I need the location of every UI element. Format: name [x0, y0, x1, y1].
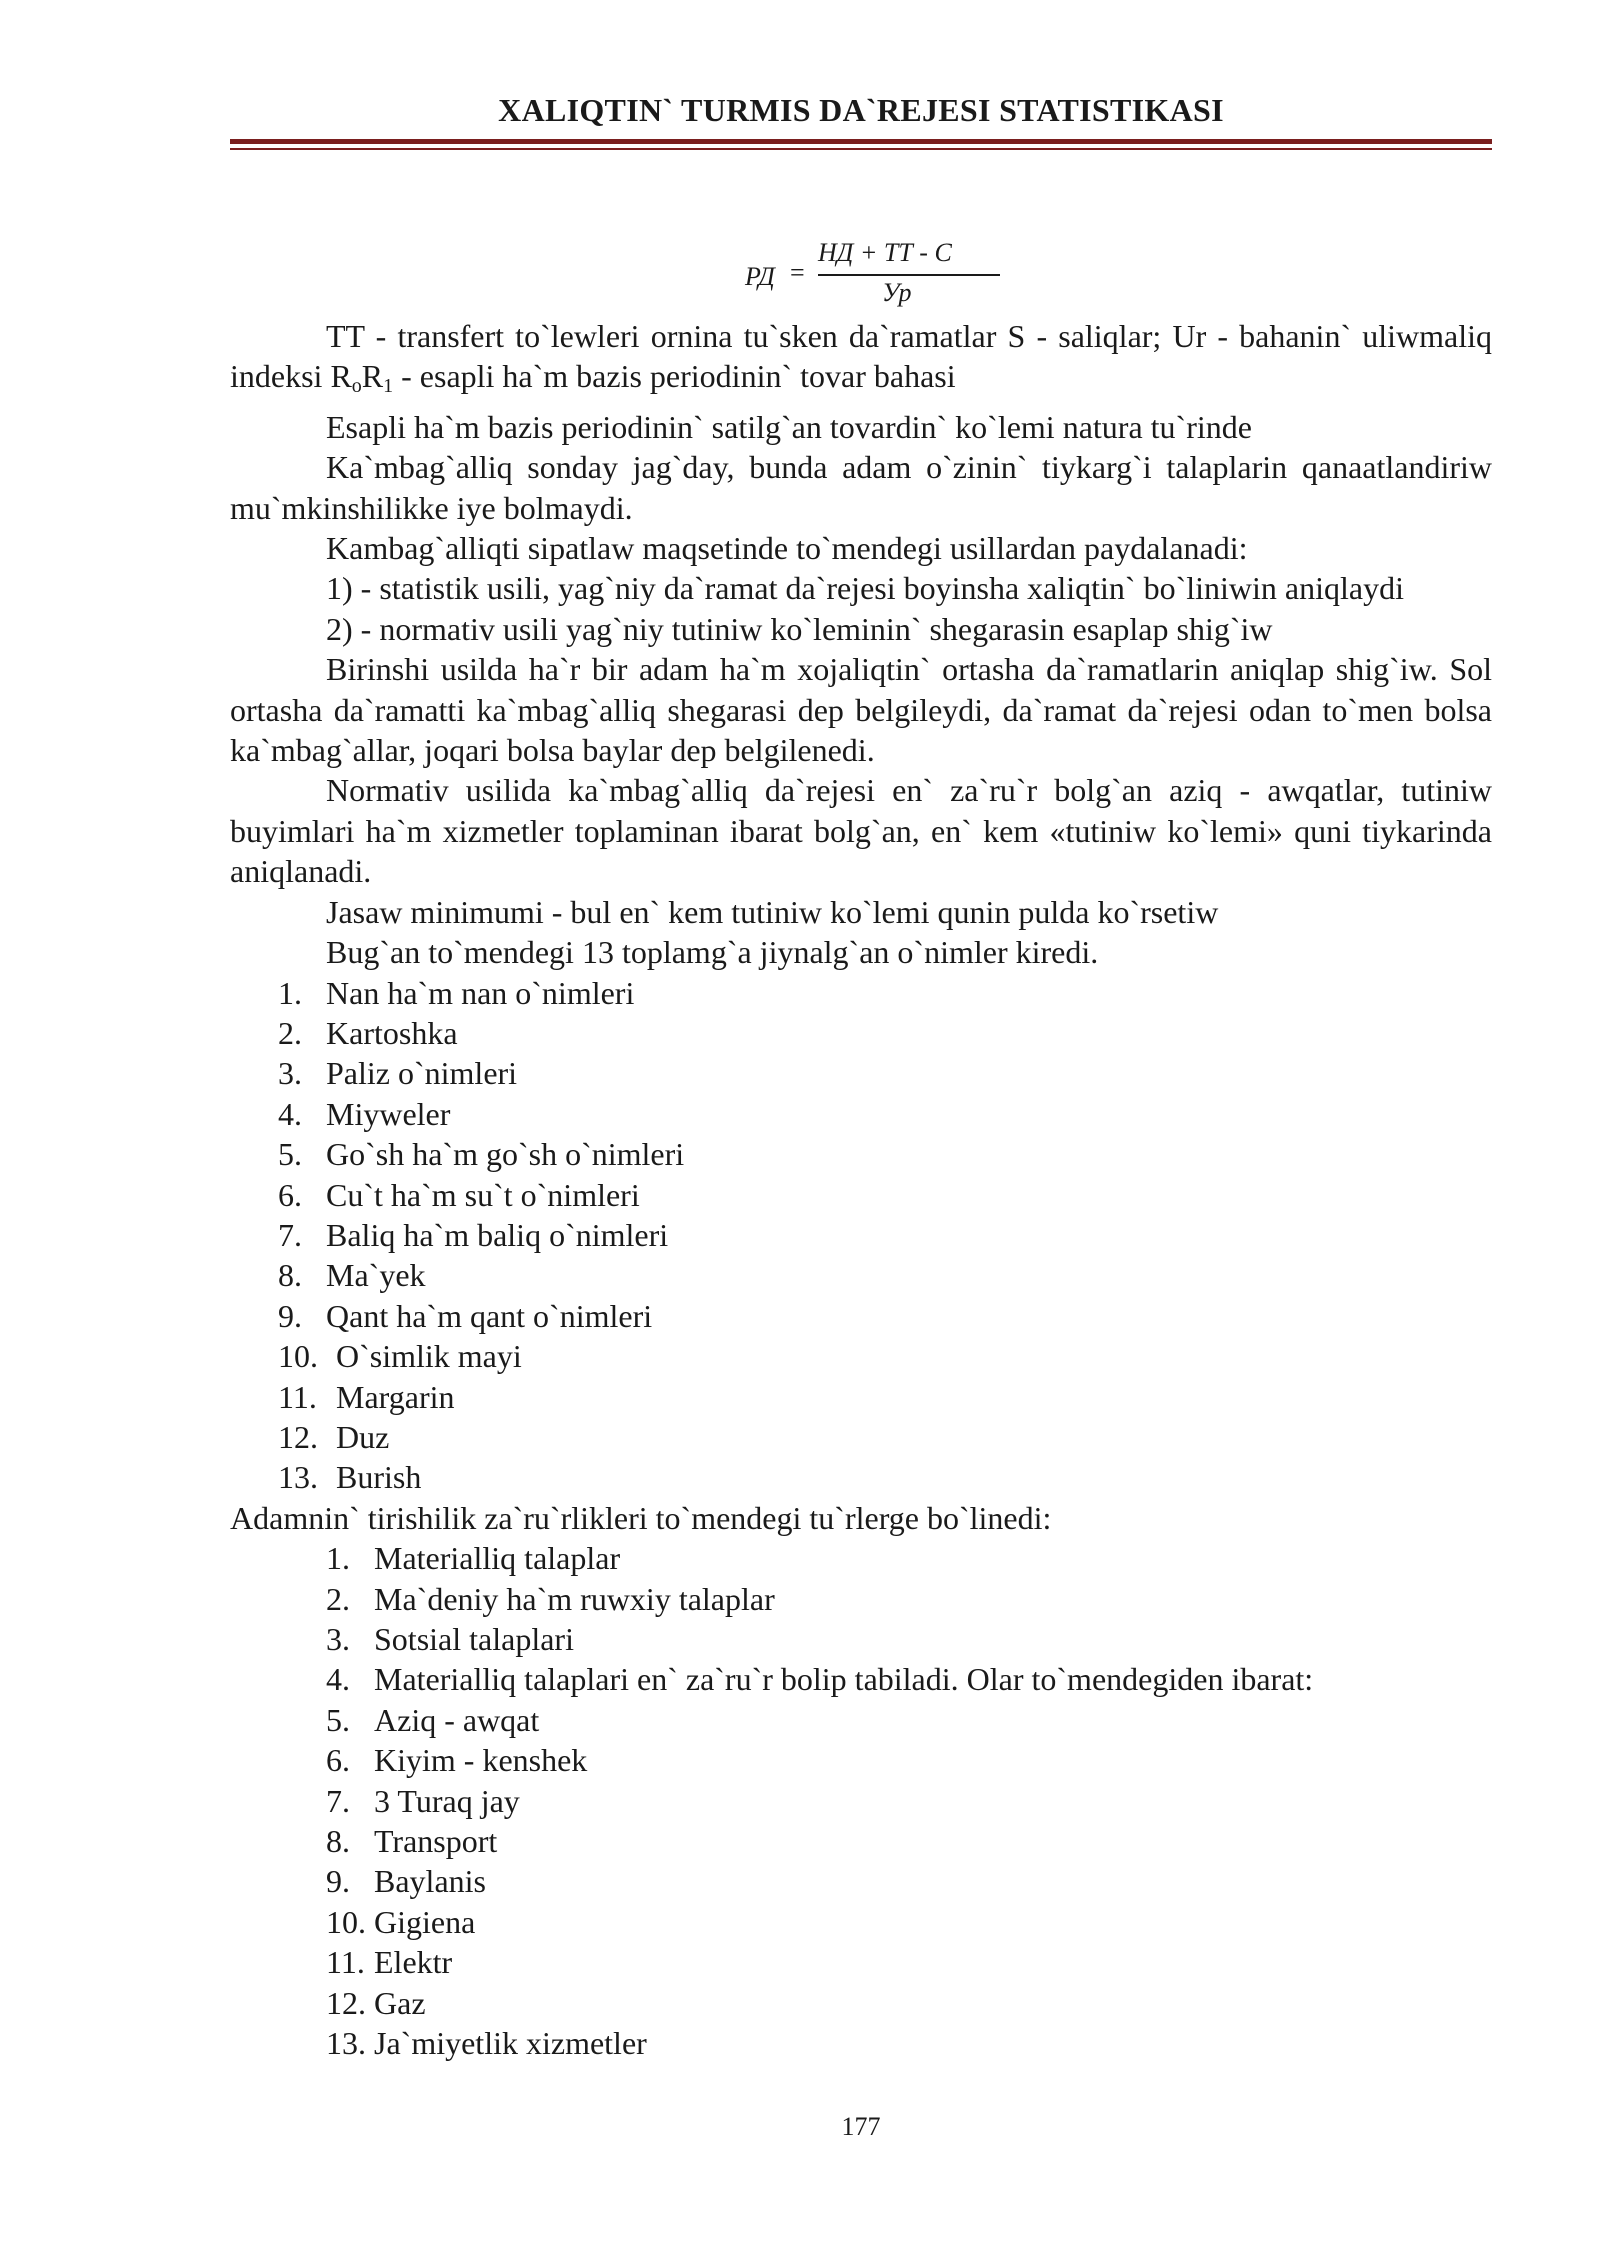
list-item-text: Gaz	[374, 1984, 426, 2021]
list-item	[230, 1336, 1492, 1376]
list-item-text: Go`sh ha`m go`sh o`nimleri	[326, 1136, 685, 1173]
paragraph-poverty-definition: Ka`mbag`alliq sonday jag`day, bunda adam o`zinin` tiykarg`i talaplarin qanaatlandiriw mu`mkinshilikke iye bolmaydi.	[230, 449, 1492, 526]
paragraph-volume: Esapli ha`m bazis periodinin` satilg`an tovardin` ko`lemi natura tu`rinde	[326, 408, 1252, 445]
list-item-number: 6.	[278, 1176, 302, 1213]
list-item-text: Kiyim - kenshek	[374, 1742, 588, 1779]
list-item-number: 10.	[326, 1903, 366, 1940]
list-item	[230, 1134, 1492, 1174]
list-item	[230, 1417, 1492, 1457]
list-item-number: 7.	[326, 1782, 350, 1819]
paragraph-methods-intro: Kambag`alliqti sipatlaw maqsetinde to`mendegi usillardan paydalanadi:	[326, 530, 1248, 567]
header-rule-thin	[230, 148, 1492, 150]
paragraph-method-statistical: 1) - statistik usili, yag`niy da`ramat da`rejesi boyinsha xaliqtin` bo`liniwin aniqlaydi	[326, 570, 1404, 607]
list-item	[230, 1175, 1492, 1215]
formula-denominator: Ур	[882, 278, 912, 307]
page-number: 177	[841, 2112, 881, 2141]
list-item-number: 9.	[278, 1297, 302, 1334]
list-item-text: Sotsial talaplari	[374, 1621, 574, 1657]
page-header-title: XALIQTIN` TURMIS DA`REJESI STATISTIKASI	[498, 92, 1224, 128]
list-item	[230, 1942, 1492, 1982]
list-item-number: 9.	[326, 1863, 350, 1900]
list-item-number: 7.	[278, 1216, 302, 1253]
list-item-number: 10.	[278, 1338, 318, 1375]
list-item	[230, 1094, 1492, 1134]
list-item	[230, 1821, 1492, 1861]
list-item-text: Materialliq talaplari en` za`ru`r bolip tabiladi. Olar to`mendegiden ibarat:	[374, 1661, 1314, 1698]
list-item	[230, 1740, 1492, 1780]
list-item-text: Kartoshka	[326, 1014, 458, 1051]
list-item	[230, 1902, 1492, 1942]
list-item-text: Burish	[336, 1459, 422, 1496]
paragraph-first-method: Birinshi usilda ha`r bir adam ha`m xojaliqtin` ortasha da`ramatlarin aniqlap shig`iw. Sol ortasha da`ramatti ka`mbag`alliq shegarasi dep belgileydi, da`ramat da`rejesi odan to`men bolsa ka`mbag`allar, joqari bolsa baylar dep belgilenedi.	[230, 651, 1492, 769]
list-item	[230, 973, 1492, 1013]
list-item-number: 6.	[326, 1742, 350, 1779]
list-item-number: 1.	[278, 974, 302, 1011]
list-item	[230, 1053, 1492, 1093]
page-body	[230, 316, 1492, 2063]
formula-numerator: НД + ТТ - С	[818, 238, 952, 267]
list-item-text: 3 Turaq jay	[374, 1782, 520, 1819]
list-item-text: Ma`yek	[326, 1257, 426, 1294]
formula-lhs: РД	[745, 262, 775, 291]
list-item-number: 11.	[326, 1944, 365, 1981]
list-item	[230, 1659, 1492, 1699]
needs-list	[230, 1538, 1492, 2063]
list-item-text: Materialliq talaplar	[374, 1540, 621, 1577]
list-item-text: Duz	[336, 1418, 390, 1455]
list-item	[230, 1619, 1492, 1659]
list-item	[230, 1255, 1492, 1295]
paragraph-transfer-definitions	[230, 316, 1492, 407]
list-item-number: 4.	[278, 1095, 302, 1132]
list-item-number: 5.	[278, 1136, 302, 1173]
list-item-number: 2.	[278, 1014, 302, 1051]
list-item-number: 8.	[326, 1823, 350, 1860]
list-item-text: Elektr	[374, 1944, 453, 1981]
fraction-bar	[818, 274, 1000, 276]
list-item-text: Cu`t ha`m su`t o`nimleri	[326, 1176, 640, 1213]
paragraph-needs-intro: Adamnin` tirishilik za`ru`rlikleri to`mendegi tu`rlerge bo`linedi:	[230, 1499, 1052, 1536]
paragraph-text: - esapli ha`m bazis periodinin` tovar bahasi	[393, 358, 956, 395]
list-item-text: Qant ha`m qant o`nimleri	[326, 1297, 653, 1334]
list-item	[230, 1215, 1492, 1255]
list-item-text: O`simlik mayi	[336, 1338, 522, 1375]
list-item-number: 8.	[278, 1257, 302, 1294]
list-item-text: Ma`deniy ha`m ruwxiy talaplar	[374, 1580, 775, 1617]
food-groups-list	[230, 973, 1492, 1498]
list-item-text: Gigiena	[374, 1903, 476, 1940]
list-item-text: Baylanis	[374, 1863, 486, 1900]
list-item-text: Aziq - awqat	[374, 1701, 540, 1738]
list-item	[230, 1861, 1492, 1901]
list-item-number: 13.	[278, 1459, 318, 1496]
list-item-text: Margarin	[336, 1378, 455, 1415]
list-item	[230, 1983, 1492, 2023]
list-item-number: 3.	[326, 1621, 350, 1657]
paragraph-text: TT - transfert to`lewleri ornina tu`sken da`ramatlar S - saliqlar; Ur - bahanin` uliwmaliq indeksi R	[230, 318, 1492, 395]
list-item	[230, 1781, 1492, 1821]
formula-equals: =	[790, 258, 805, 287]
list-item-number: 1.	[326, 1540, 350, 1577]
header-rule-thick	[230, 139, 1492, 144]
subscript: o	[351, 375, 362, 398]
list-item	[230, 1457, 1492, 1497]
paragraph-method-normative: 2) - normativ usili yag`niy tutiniw ko`leminin` shegarasin esaplap shig`iw	[326, 610, 1273, 647]
paragraph-13-groups: Bug`an to`mendegi 13 toplamg`a jiynalg`an o`nimler kiredi.	[326, 934, 1099, 971]
list-item-text: Miyweler	[326, 1095, 451, 1132]
subscript: 1	[383, 375, 394, 398]
list-item-number: 13.	[326, 2025, 366, 2062]
list-item-number: 12.	[278, 1418, 318, 1455]
list-item	[230, 1013, 1492, 1053]
paragraph-normative-method: Normativ usilida ka`mbag`alliq da`rejesi en` za`ru`r bolg`an aziq - awqatlar, tutiniw buyimlari ha`m xizmetler toplaminan ibarat bolg`an, en` kem «tutiniw ko`lemi» quni tiykarinda aniqlanadi.	[230, 772, 1492, 890]
list-item-text: Nan ha`m nan o`nimleri	[326, 974, 635, 1011]
paragraph-living-minimum: Jasaw minimumi - bul en` kem tutiniw ko`lemi qunin pulda ko`rsetiw	[326, 893, 1219, 930]
list-item-number: 11.	[278, 1378, 317, 1415]
list-item-text: Paliz o`nimleri	[326, 1055, 518, 1092]
paragraph-text: R	[361, 358, 384, 395]
income-formula	[740, 238, 1000, 318]
list-item-number: 4.	[326, 1661, 350, 1698]
list-item	[230, 1377, 1492, 1417]
list-item-number: 2.	[326, 1580, 350, 1617]
list-item-text: Ja`miyetlik xizmetler	[374, 2025, 647, 2062]
list-item	[230, 1538, 1492, 1578]
list-item	[230, 1296, 1492, 1336]
list-item-number: 3.	[278, 1055, 302, 1092]
list-item-number: 12.	[326, 1984, 366, 2021]
list-item	[230, 2023, 1492, 2063]
list-item-text: Transport	[374, 1823, 498, 1860]
list-item	[230, 1579, 1492, 1619]
list-item-number: 5.	[326, 1701, 350, 1738]
list-item-text: Baliq ha`m baliq o`nimleri	[326, 1216, 669, 1253]
list-item	[230, 1700, 1492, 1740]
